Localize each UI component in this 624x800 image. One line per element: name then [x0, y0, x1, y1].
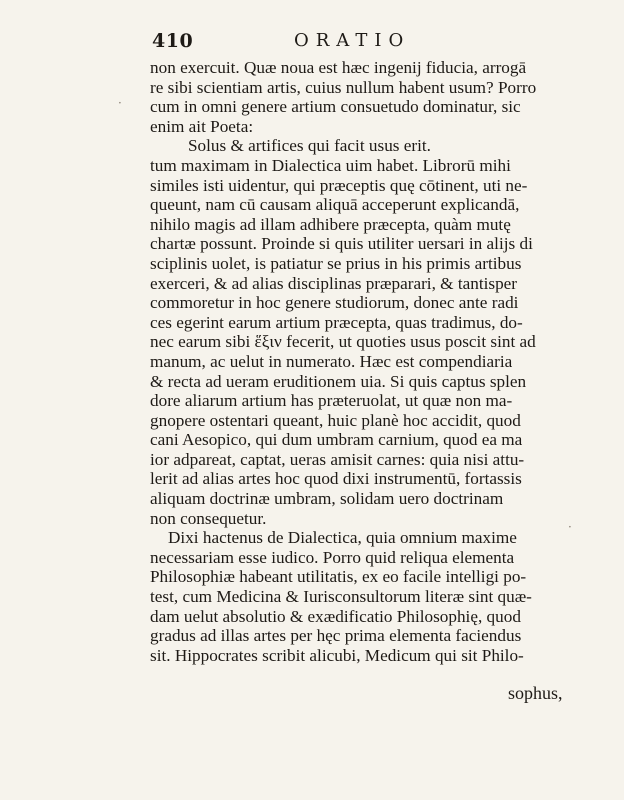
text-line: manum, ac uelut in numerato. Hæc est compendiaria: [150, 351, 513, 371]
catchword: sophus,: [508, 683, 563, 703]
text-line: non consequetur.: [150, 508, 267, 528]
text-line: Philosophiæ habeant utilitatis, ex eo facile intelligi po-: [150, 567, 527, 587]
ink-spot: ·: [568, 520, 572, 534]
text-line: tum maximam in Dialectica uim habet. Librorū mihi: [150, 155, 511, 175]
text-line: gradus ad illas artes per hęc prima elementa faciendus: [150, 626, 522, 646]
text-line: sciplinis uolet, is patiatur se prius in his primis artibus: [150, 253, 522, 273]
text-line: aliquam doctrinæ umbram, solidam uero doctrinam: [150, 489, 504, 509]
text-line: necessariam esse iudico. Porro quid reliqua elementa: [150, 547, 515, 567]
text-line: re sibi scientiam artis, cuius nullum habent usum? Porro: [150, 77, 537, 97]
text-line: gnopere ostentari queant, huic planè hoc accidit, quod: [150, 410, 521, 430]
text-line: queunt, nam cū causam aliquā acceperunt explicandā,: [150, 195, 520, 215]
body-text: [150, 58, 576, 665]
ink-spot: ·: [118, 96, 122, 110]
running-head: ORATIO: [294, 30, 411, 51]
text-line: sit. Hippocrates scribit alicubi, Medicum qui sit Philo-: [150, 645, 524, 665]
text-line: nec earum sibi ἕξιν fecerit, ut quoties usus poscit sint ad: [150, 332, 536, 352]
text-line: Dixi hactenus de Dialectica, quia omnium maxime: [168, 528, 517, 548]
text-line: enim ait Poeta:: [150, 116, 254, 136]
page-header: [152, 30, 572, 56]
text-line: dam uelut absolutio & exædificatio Philosophię, quod: [150, 606, 521, 626]
text-line: & recta ad ueram eruditionem uia. Si quis captus splen: [150, 371, 527, 391]
text-line: ces egerint earum artium præcepta, quas tradimus, do-: [150, 312, 523, 332]
text-line: chartæ possunt. Proinde si quis utiliter uersari in alijs di: [150, 234, 533, 254]
text-line: Solus & artifices qui facit usus erit.: [188, 136, 431, 156]
text-line: dore aliarum artium has præteruolat, ut quæ non ma-: [150, 391, 513, 411]
text-line: nihilo magis ad illam adhibere præcepta, quàm mutę: [150, 214, 511, 234]
text-line: similes isti uidentur, qui præceptis quę cōtinent, uti ne-: [150, 175, 528, 195]
page-number: 410: [152, 30, 194, 52]
text-line: commoretur in hoc genere studiorum, donec ante radi: [150, 293, 519, 313]
text-line: cani Aesopico, qui dum umbram carnium, quod ea ma: [150, 430, 523, 450]
text-line: lerit ad alias artes hoc quod dixi instrumentū, fortassis: [150, 469, 522, 489]
text-line: test, cum Medicina & Iurisconsultorum literæ sint quæ-: [150, 587, 532, 607]
text-line: ior adpareat, captat, ueras amisit carnes: quia nisi attu-: [150, 449, 525, 469]
text-line: cum in omni genere artium consuetudo dominatur, sic: [150, 97, 521, 117]
text-line: exerceri, & ad alias disciplinas præparari, & tantisper: [150, 273, 518, 293]
text-line: non exercuit. Quæ noua est hæc ingenij fiducia, arrogā: [150, 58, 527, 77]
